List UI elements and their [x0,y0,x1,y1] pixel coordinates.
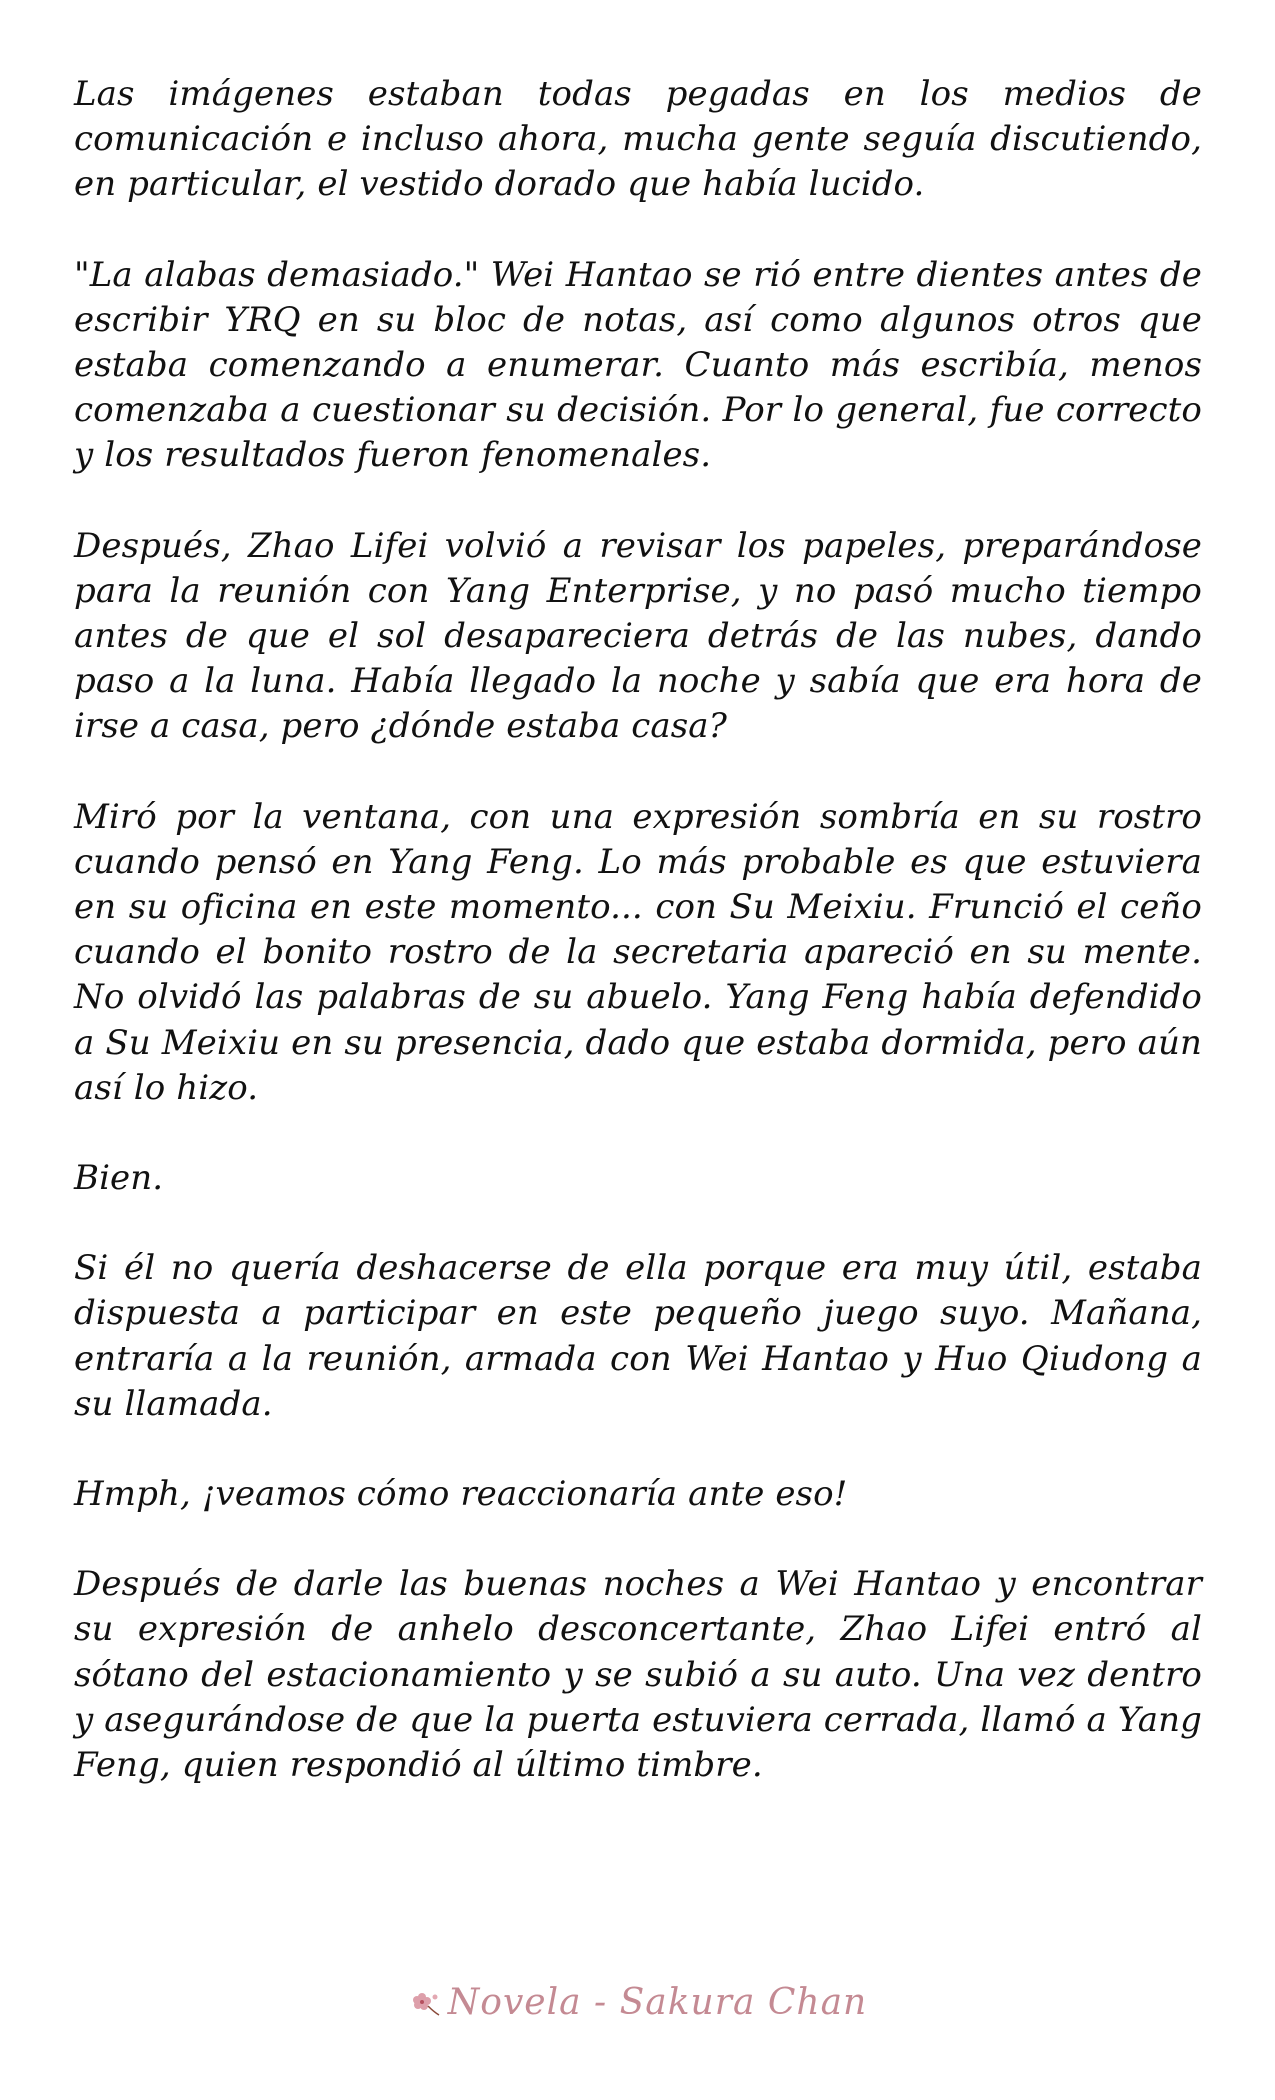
paragraph-2: "La alabas demasiado." Wei Hantao se rió entre dientes antes de escribir YRQ en su bloc de notas, así como algunos otros que estaba comenzando a enumerar. Cuanto más escribía, menos comenzaba a cuestionar su decisión. Por lo general, fue correcto y los resultados fueron fenomenales. [74,254,1202,476]
paragraph-5: Bien. [74,1158,164,1199]
watermark [0,1982,1275,2023]
paragraph-3: Después, Zhao Lifei volvió a revisar los papeles, preparándose para la reunión con Yang Enterprise, y no pasó mucho tiempo antes de que el sol desapareciera detrás de las nubes, dando paso a la luna. Había llegado la noche y sabía que era hora de irse a casa, pero ¿dónde estaba casa? [74,525,1202,747]
paragraph-8: Después de darle las buenas noches a Wei Hantao y encontrar su expresión de anhelo desconcertante, Zhao Lifei entró al sótano del estacionamiento y se subió a su auto. Una vez dentro y asegurándose de que la puerta estuviera cerrada, llamó a Yang Feng, quien respondió al último timbre. [74,1564,1202,1786]
paragraph-1: Las imágenes estaban todas pegadas en los medios de comunicación e incluso ahora, mucha gente seguía discutiendo, en particular, el vestido dorado que había lucido. [74,74,1202,205]
paragraph-4: Miró por la ventana, con una expresión sombría en su rostro cuando pensó en Yang Feng. Lo más probable es que estuviera en su oficina en este momento... con Su Meixiu. Frunció el ceño cuando el bonito rostro de la secretaria apareció en su mente. No olvidó las palabras de su abuelo. Yang Feng había defendido a Su Meixiu en su presencia, dado que estaba dormida, pero aún así lo hizo. [74,796,1202,1108]
story-text [74,72,1202,1788]
paragraph-7: Hmph, ¡veamos cómo reaccionaría ante eso! [74,1474,848,1515]
cherry-blossom-icon [408,1988,442,2018]
paragraph-6: Si él no quería deshacerse de ella porque era muy útil, estaba dispuesta a participar en este pequeño juego suyo. Mañana, entraría a la reunión, armada con Wei Hantao y Huo Qiudong a su llamada. [74,1248,1202,1424]
watermark-text: Novela - Sakura Chan [447,1982,868,2023]
